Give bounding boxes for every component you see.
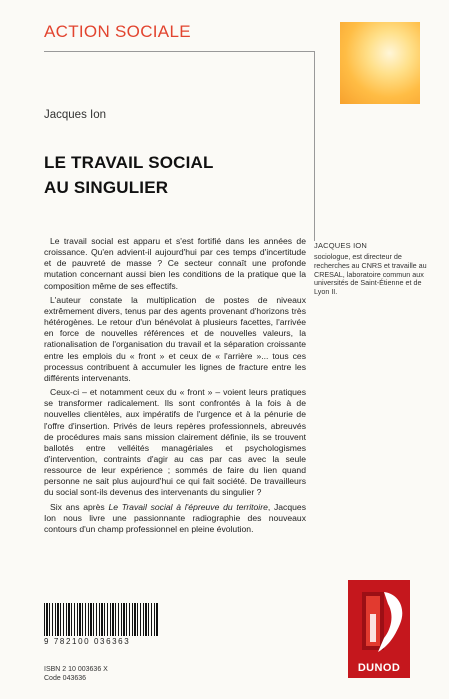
publisher-logo bbox=[348, 580, 410, 678]
blurb-p4-end: , Jacques Ion nous livre une passionnante radiographie des nouveaux contours d'un champ professionnel en pleine évolution. bbox=[44, 501, 306, 534]
publisher-emblem-icon bbox=[348, 580, 410, 660]
barcode-number: 9 782100 036363 bbox=[44, 637, 131, 646]
blurb-paragraph-4 bbox=[44, 502, 306, 535]
isbn-number: ISBN 2 10 003636 X bbox=[44, 666, 108, 673]
blurb-paragraph-2: L'auteur constate la multiplication de postes de niveaux extrêmement divers, tenus par des agents provenant d'horizons très hétérogènes. Le retour d'un bénévolat à plusieurs facettes, l'arrivée en force de nouvelles références et de nouvelles valeurs, la rationalisation de l'organisation du travail et la séparation croissante entre les emplois du « front » et ceux de « l'arrière »... tous ces processus contribuent à accumuler les lignes de fracture entre les différents intervenants. bbox=[44, 294, 306, 383]
blurb bbox=[44, 236, 306, 538]
title-line-2: AU SINGULIER bbox=[44, 178, 169, 197]
series-title: ACTION SOCIALE bbox=[44, 22, 191, 41]
bio-author-name: JACQUES ION bbox=[314, 241, 368, 250]
product-code: Code 043636 bbox=[44, 675, 87, 682]
blurb-paragraph-3: Ceux-ci – et notamment ceux du « front » – voient leurs pratiques se transformer radicalement. Ils sont confrontés à la fois à de nouvelles clientèles, aux impératifs de l'urgence et à la pénurie de l'offre d'insertion. Privés de leurs repères professionnels, abreuvés de procédures mais sans mission clairement définie, ils se trouvent ballotés entre velléités managériales et psychologismes d'intervention, contraints d'agir au cas par cas avec la seule ressource de leur expérience ; sommés de faire du lien quand personne ne sait plus aujourd'hui ce qui fait société. De travailleurs du social sont-ils devenus des intervenants du singulier ? bbox=[44, 387, 306, 498]
blurb-paragraph-1: Le travail social est apparu et s'est fortifié dans les années de croissance. Qu'en advient-il aujourd'hui par ces temps d'incertitude et de pauvreté de masse ? Ce secteur connaît une profonde mutation concernant aussi bien les conditions de la pratique que la composition même de ses effectifs. bbox=[44, 236, 306, 291]
author-bio: sociologue, est directeur de recherches au CNRS et travaille au CRESAL, laboratoire commun aux universités de Saint-Étienne et de Lyon II. bbox=[314, 252, 427, 297]
top-divider bbox=[44, 51, 315, 52]
cited-book-title: Le Travail social à l'épreuve du territoire bbox=[108, 501, 268, 512]
isbn-block bbox=[44, 665, 108, 683]
blurb-p4-start: Six ans après bbox=[50, 501, 109, 512]
publisher-name: DUNOD bbox=[357, 662, 401, 674]
decorative-gradient-square bbox=[340, 22, 420, 104]
author-name: Jacques Ion bbox=[44, 109, 107, 121]
book-title bbox=[44, 150, 214, 200]
vertical-divider bbox=[314, 51, 315, 241]
title-line-1: LE TRAVAIL SOCIAL bbox=[44, 153, 214, 172]
barcode bbox=[44, 603, 159, 636]
